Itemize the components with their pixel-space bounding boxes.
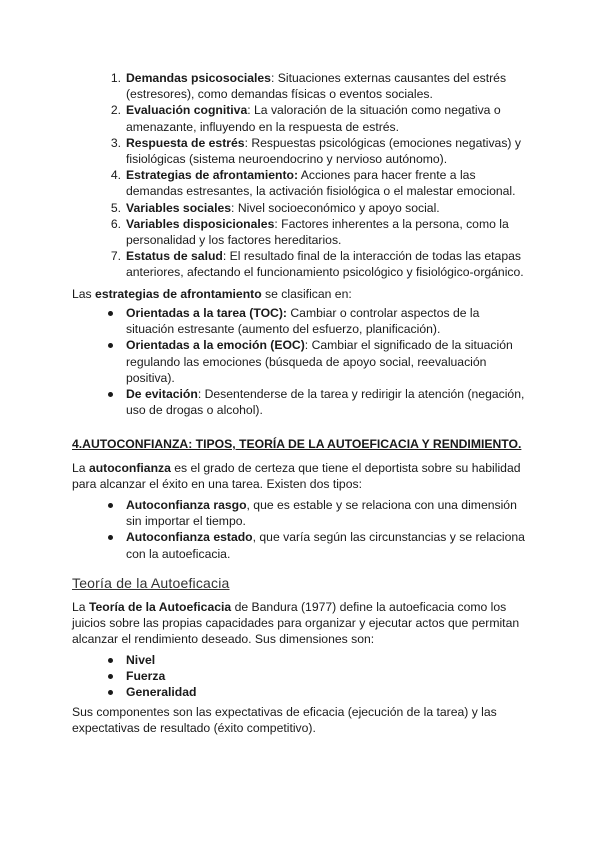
theory-intro: [72, 599, 532, 648]
intro-bold: estrategias de afrontamiento: [95, 287, 262, 301]
intro-text: se clasifican en:: [261, 287, 352, 301]
list-item: [110, 200, 526, 216]
item-term: Variables sociales: [126, 200, 232, 215]
item-sep: :: [274, 216, 282, 231]
list-item: [126, 652, 426, 668]
list-item: [110, 216, 526, 248]
list-item: [110, 248, 526, 280]
item-term: Autoconfianza estado: [126, 530, 253, 545]
closing-paragraph: Sus componentes son las expectativas de eficacia (ejecución de la tarea) y las expectativas de resultado (éxito competitivo).: [72, 705, 497, 736]
item-text: Cambiar o controlar aspectos de la situación estresante (aumento del esfuerzo, planificación).: [126, 306, 480, 337]
list-number: 4.: [110, 168, 121, 183]
item-text: La valoración de la situación como negativa o amenazante, influyendo en la respuesta de estrés.: [126, 103, 501, 134]
list-item: [126, 305, 526, 337]
bullet-icon: [108, 503, 113, 508]
bullet-icon: [108, 658, 113, 663]
item-term: Fuerza: [126, 669, 166, 684]
strategies-list: [126, 305, 526, 418]
bullet-icon: [108, 674, 113, 679]
list-item: [126, 684, 426, 700]
list-item: [126, 497, 526, 529]
subsection-title: Teoría de la Autoeficacia: [72, 575, 230, 591]
list-item: [110, 70, 526, 102]
intro-bold: autoconfianza: [88, 461, 171, 475]
bullet-icon: [108, 343, 113, 348]
item-term: Orientadas a la tarea (TOC):: [126, 306, 287, 320]
bullet-icon: [108, 535, 113, 540]
item-text: Situaciones externas causantes del estrés (estresores), como demandas físicas o eventos sociales.: [126, 71, 507, 102]
list-item: [126, 529, 526, 561]
item-term: Generalidad: [126, 685, 197, 700]
item-term: Orientadas a la emoción (EOC): [126, 338, 305, 353]
intro-text: Las: [72, 287, 96, 301]
item-term: Autoconfianza rasgo: [126, 498, 247, 512]
list-item: [126, 337, 526, 386]
list-item: [126, 386, 526, 418]
list-item: [126, 668, 426, 684]
item-term: Estrategias de afrontamiento:: [126, 168, 299, 183]
stress-model-list: [110, 70, 526, 281]
item-sep: :: [247, 103, 255, 118]
item-sep: :: [197, 386, 205, 401]
item-sep: :: [304, 338, 312, 353]
strategies-intro: [72, 286, 532, 302]
intro-bold: Teoría de la Autoeficacia: [88, 600, 232, 614]
list-number: 1.: [110, 71, 121, 85]
intro-text: La: [72, 461, 89, 475]
item-text: Acciones para hacer frente a las demandas estresantes, la activación fisiológica o el malestar emocional.: [126, 168, 516, 199]
section-heading: 4.AUTOCONFIANZA: TIPOS, TEORÍA DE LA AUTOEFICACIA Y RENDIMIENTO.: [72, 437, 522, 451]
item-text: Nivel socioeconómico y apoyo social.: [237, 200, 440, 215]
intro-text: de Bandura (1977) define la autoeficacia como los juicios sobre las propias capacidades para organizar y ejecutar actos que permitan alcanzar el rendimiento deseado. Sus dimensiones son:: [72, 600, 520, 647]
item-text: El resultado final de la interacción de todas las etapas anteriores, afectando el funcionamiento psicológico y fisiológico-orgánico.: [126, 249, 524, 280]
item-term: De evitación: [126, 386, 198, 401]
item-text: , que varía según las circunstancias y se relaciona con la autoeficacia.: [126, 530, 525, 561]
list-number: 7.: [110, 249, 121, 264]
item-text: Desentenderse de la tarea y redirigir la atención (negación, uso de drogas o alcohol).: [126, 386, 525, 418]
intro-text: es el grado de certeza que tiene el deportista sobre su habilidad para alcanzar el éxito en una tarea. Existen dos tipos:: [72, 461, 521, 492]
autoconfianza-intro: [72, 460, 532, 492]
intro-text: La: [72, 600, 89, 614]
bullet-icon: [108, 690, 113, 695]
list-item: [110, 167, 526, 199]
autoconfianza-types-list: [126, 497, 526, 562]
bullet-icon: [108, 392, 113, 397]
item-sep: :: [231, 200, 238, 215]
item-term: Estatus de salud: [126, 249, 223, 264]
list-number: 3.: [110, 135, 121, 150]
list-number: 2.: [110, 103, 121, 118]
list-number: 6.: [110, 216, 121, 231]
item-term: Nivel: [126, 653, 156, 667]
item-sep: :: [270, 71, 278, 85]
item-text: Cambiar el significado de la situación regulando las emociones (búsqueda de apoyo social, reevaluación positiva).: [126, 338, 513, 385]
item-term: Evaluación cognitiva: [126, 103, 248, 118]
list-item: [110, 102, 526, 134]
item-term: Variables disposicionales: [126, 216, 275, 231]
item-sep: :: [222, 249, 230, 264]
item-term: Respuesta de estrés: [126, 135, 245, 150]
list-number: 5.: [110, 200, 121, 215]
item-text: Factores inherentes a la persona, como la personalidad y los factores hereditarios.: [126, 216, 509, 247]
bullet-icon: [108, 311, 113, 316]
item-text: Respuestas psicológicas (emociones negativas) y fisiológicas (sistema neuroendocrino y nervioso autónomo).: [126, 135, 521, 166]
dimensions-list: [126, 652, 426, 701]
item-term: Demandas psicosociales: [126, 71, 271, 85]
item-text: , que es estable y se relaciona con una dimensión sin importar el tiempo.: [126, 498, 517, 529]
list-item: [110, 135, 526, 167]
item-sep: :: [244, 135, 252, 150]
